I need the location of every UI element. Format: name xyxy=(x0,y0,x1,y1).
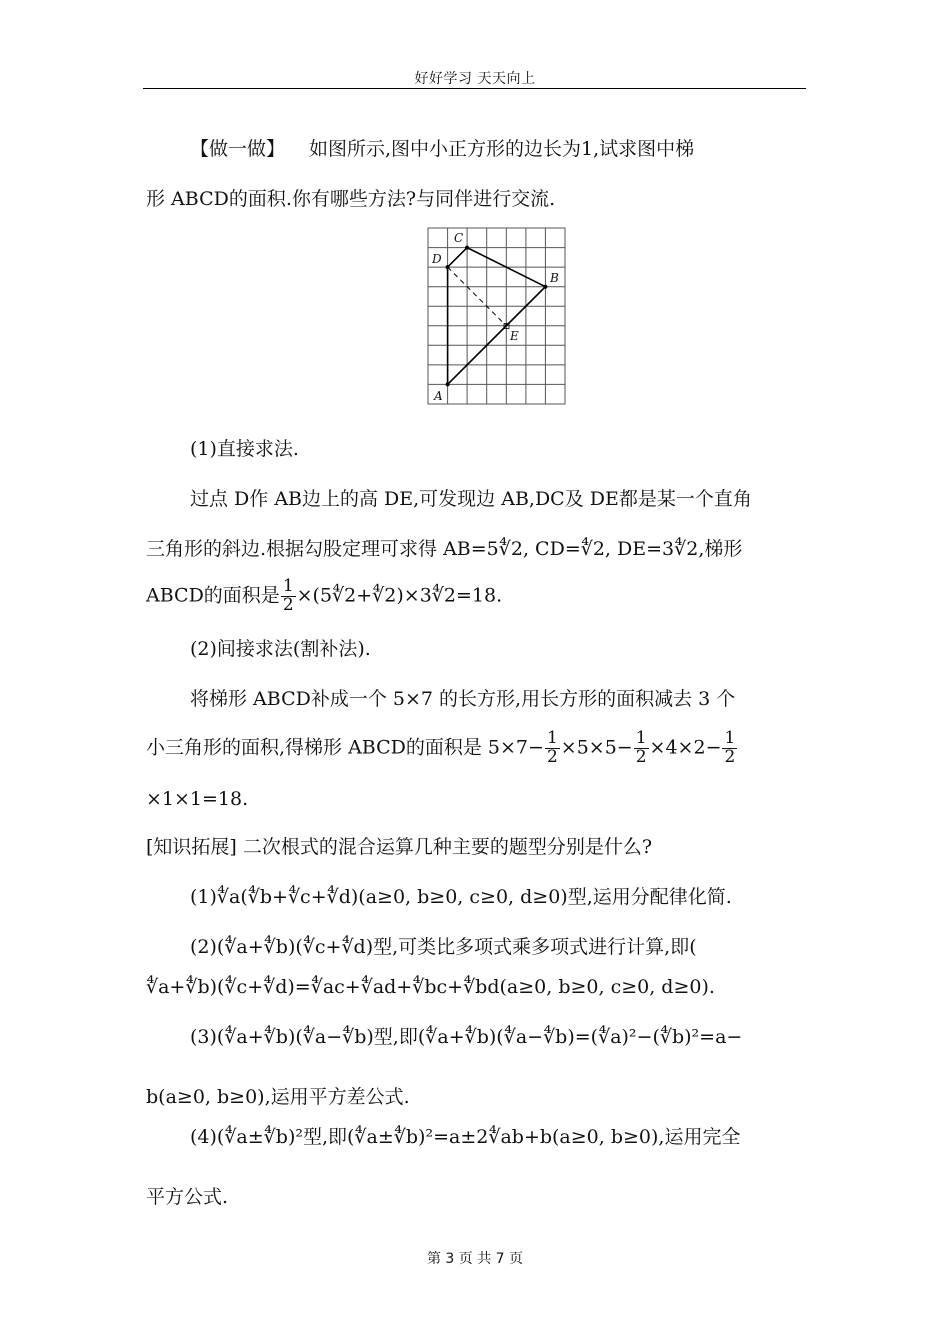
fraction-half: $\frac{1}{2}$ xyxy=(546,728,558,767)
method2-line-3: ×1×1=18. xyxy=(146,788,249,810)
label-a: A xyxy=(434,389,443,403)
extension-type-3-a: (3)(∜a+∜b)(∜a−∜b)型,即(∜a+∜b)(∜a−∜b)=(∜a)²−(∜b)²=a− xyxy=(190,1026,743,1048)
extension-type-4-a: (4)(∜a±∜b)²型,即(∜a±∜b)²=a±2∜ab+b(a≥0, b≥0),运用完全 xyxy=(190,1126,741,1148)
activity-text-1: 如图所示,图中小正方形的边长为1,试求图中梯 xyxy=(309,138,695,160)
label-e: E xyxy=(510,329,519,343)
fraction-half: $\frac{1}{2}$ xyxy=(635,728,647,767)
extension-type-2-b: ∜a+∜b)(∜c+∜d)=∜ac+∜ad+∜bc+∜bd(a≥0, b≥0, c≥0, d≥0). xyxy=(146,976,715,998)
label-c: C xyxy=(454,231,464,245)
page-footer: 第 3 页 共 7 页 xyxy=(426,1251,524,1267)
point-d xyxy=(446,265,450,269)
method2-text-c: ×4×2− xyxy=(649,736,722,759)
method2-line-1: 将梯形 ABCD补成一个 5×7 的长方形,用长方形的面积减去 3 个 xyxy=(190,688,736,710)
method1-line-1: 过点 D作 AB边上的高 DE,可发现边 AB,DC及 DE都是某一个直角 xyxy=(190,488,752,510)
method2-text-b: ×5×5− xyxy=(560,736,633,759)
height-de xyxy=(448,267,507,326)
extension-type-2-a: (2)(∜a+∜b)(∜c+∜d)型,可类比多项式乘多项式进行计算,即( xyxy=(190,936,697,958)
label-d: D xyxy=(432,252,442,266)
page-header: 好好学习 天天向上 xyxy=(414,71,536,87)
label-b: B xyxy=(550,271,559,285)
grid-figure xyxy=(420,224,570,408)
method1-text-a: ABCD的面积是 xyxy=(146,584,280,607)
method1-text-b: ×(5∜2+∜2)×3∜2=18. xyxy=(296,584,503,607)
method2-title: (2)间接求法(割补法). xyxy=(190,638,371,660)
method1-line-3 xyxy=(146,578,502,615)
point-a xyxy=(446,382,450,386)
extension-title: [知识拓展] 二次根式的混合运算几种主要的题型分别是什么? xyxy=(146,836,653,858)
grid-lines xyxy=(428,228,565,404)
point-b xyxy=(543,285,547,289)
extension-type-4-b: 平方公式. xyxy=(146,1186,229,1208)
header-rule xyxy=(143,88,806,89)
method2-line-2 xyxy=(146,730,738,767)
activity-line-2: 形 ABCD的面积.你有哪些方法?与同伴进行交流. xyxy=(146,188,556,210)
fraction-half: $\frac{1}{2}$ xyxy=(282,576,294,615)
fraction-half: $\frac{1}{2}$ xyxy=(724,728,736,767)
trapezoid-abcd xyxy=(448,248,546,385)
activity-label: 【做一做】 xyxy=(190,138,286,160)
extension-type-1: (1)∜a(∜b+∜c+∜d)(a≥0, b≥0, c≥0, d≥0)型,运用分配律化简. xyxy=(190,886,732,908)
activity-line-1 xyxy=(190,140,694,159)
method2-text-a: 小三角形的面积,得梯形 ABCD的面积是 5×7− xyxy=(146,736,544,759)
point-c xyxy=(465,246,469,250)
extension-type-3-b: b(a≥0, b≥0),运用平方差公式. xyxy=(146,1086,410,1108)
method1-title: (1)直接求法. xyxy=(190,438,299,460)
method1-line-2: 三角形的斜边.根据勾股定理可求得 AB=5∜2, CD=∜2, DE=3∜2,梯形 xyxy=(146,538,743,560)
